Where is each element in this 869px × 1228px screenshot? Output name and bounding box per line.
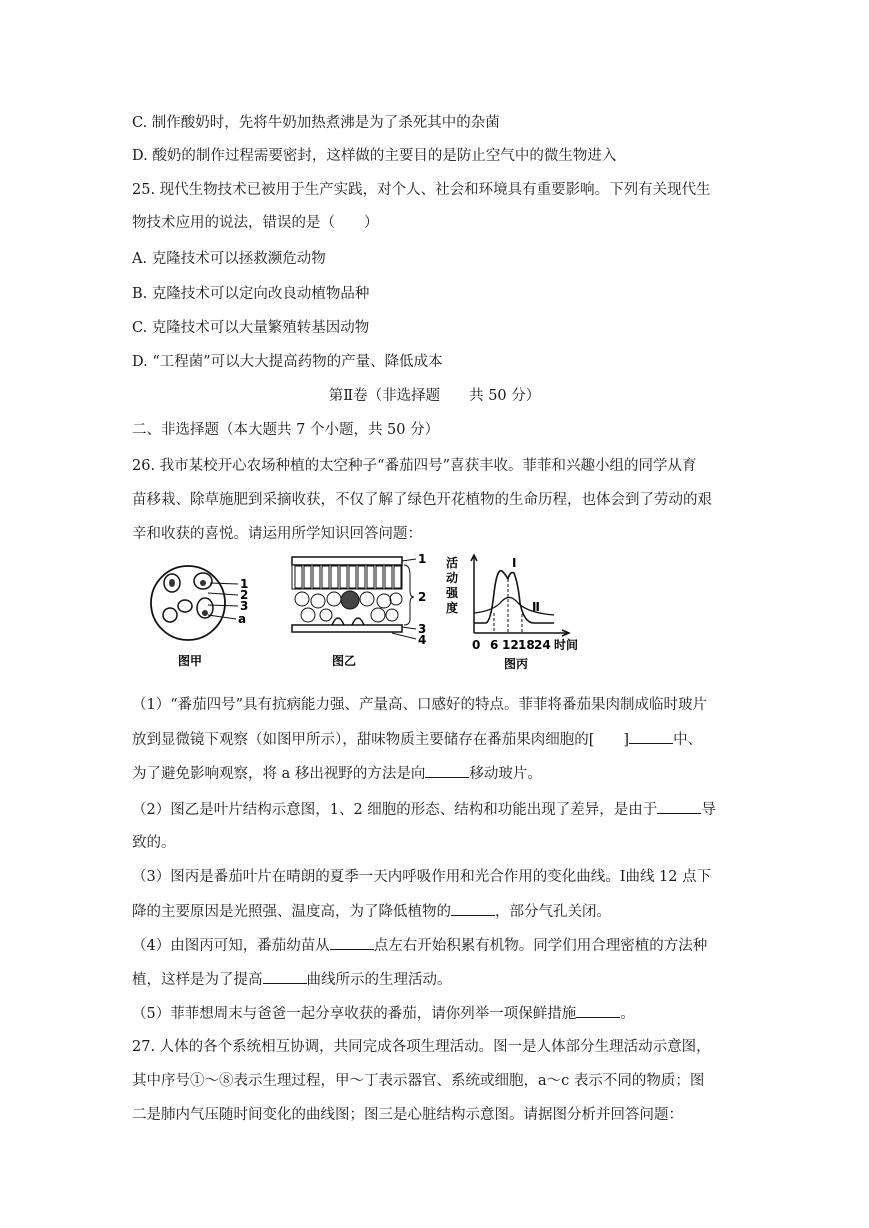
q26-p5-line1-a: （5）菲菲想周末与爸爸一起分享收获的番茄，请你列举一项保鲜措施 xyxy=(132,1006,577,1022)
q26-p4-line2 xyxy=(132,969,452,990)
answer-blank[interactable] xyxy=(425,763,469,778)
q26-intro-line2: 苗移栽、除草施肥到采摘收获，不仅了解了绿色开花植物的生命历程，也体会到了劳动的艰 xyxy=(132,492,712,508)
q26-p3-line2-a: 降的主要原因是光照强、温度高，为了降低植物的 xyxy=(132,904,451,920)
q26-p3-line2 xyxy=(132,901,611,922)
section-title: 第Ⅱ卷（非选择题 共 50 分） xyxy=(328,388,541,404)
q26-p4-line2-b: 曲线所示的生理活动。 xyxy=(306,972,452,988)
q26-p2-line1-a: （2）图乙是叶片结构示意图，1、2 细胞的形态、结构和功能出现了差异，是由于 xyxy=(132,802,658,818)
q27-line1: 27. 人体的各个系统相互协调，共同完成各项生理活动。图一是人体部分生理活动示意图， xyxy=(132,1039,711,1055)
q26-p3-line1: （3）图丙是番茄叶片在晴朗的夏季一天内呼吸作用和光合作用的变化曲线。Ⅰ曲线 12 点下 xyxy=(132,869,712,885)
q25-stem-line1: 25. 现代生物技术已被用于生产实践，对个人、社会和环境具有重要影响。下列有关现代生 xyxy=(132,182,711,198)
q26-p4-line1-a: （4）由图丙可知，番茄幼苗从 xyxy=(132,938,330,954)
yi-label-3: 3 xyxy=(418,622,427,636)
jia-label-a: a xyxy=(238,612,247,626)
q26-p1-line2 xyxy=(132,729,702,750)
answer-blank[interactable] xyxy=(330,935,374,950)
q26-p1-line2-a: 放到显微镜下观察（如图甲所示），甜味物质主要储存在番茄果肉细胞的[ ] xyxy=(132,732,630,748)
q25-option-b: B. 克隆技术可以定向改良动植物品种 xyxy=(132,286,370,302)
q26-p1-line3-a: 为了避免影响观察，将 a 移出视野的方法是向 xyxy=(132,766,426,782)
bing-tick-24: 24 xyxy=(534,638,551,652)
q26-p1-line2-b: 中、 xyxy=(673,732,703,748)
bing-tick-6: 6 xyxy=(490,638,499,652)
bing-curve-label-2: Ⅱ xyxy=(532,600,540,614)
bing-caption: 图丙 xyxy=(504,657,529,671)
yi-caption: 图乙 xyxy=(332,654,357,668)
bing-xlabel: 时间 xyxy=(554,638,579,652)
q26-p2-line1-b: 导 xyxy=(701,802,716,818)
answer-blank[interactable] xyxy=(576,1003,620,1018)
q26-p3-line2-b: ，部分气孔关闭。 xyxy=(495,904,611,920)
bing-ylabel-3: 强 xyxy=(446,586,459,600)
bing-ylabel-1: 活 xyxy=(446,556,459,570)
q26-intro-line3: 辛和收获的喜悦。请运用所学知识回答问题： xyxy=(132,526,422,542)
q26-p2-line1 xyxy=(132,799,716,820)
q26-p4-line1 xyxy=(132,935,707,956)
jia-label-1: 1 xyxy=(240,577,249,591)
yi-label-2: 2 xyxy=(418,590,427,604)
bing-tick-12: 12 xyxy=(502,638,519,652)
figure-jia xyxy=(151,566,248,668)
answer-blank[interactable] xyxy=(629,729,673,744)
q25-option-d: D. “工程菌”可以大大提高药物的产量、降低成本 xyxy=(132,354,443,370)
q26-p5-line1 xyxy=(132,1003,635,1024)
bing-tick-0: 0 xyxy=(472,638,481,652)
section-heading: 二、非选择题（本大题共 7 个小题，共 50 分） xyxy=(132,422,440,438)
q26-p4-line1-b: 点左右开始积累有机物。同学们用合理密植的方法种 xyxy=(373,938,708,954)
q26-p5-line1-b: 。 xyxy=(620,1006,635,1022)
jia-caption: 图甲 xyxy=(178,654,203,668)
q26-p4-line2-a: 植，这样是为了提高 xyxy=(132,972,263,988)
bing-curve-label-1: Ⅰ xyxy=(512,556,517,570)
yi-label-4: 4 xyxy=(418,633,427,647)
q24-option-d: D. 酸奶的制作过程需要密封，这样做的主要目的是防止空气中的微生物进入 xyxy=(132,148,617,164)
answer-blank[interactable] xyxy=(657,799,701,814)
jia-label-2: 2 xyxy=(240,588,249,602)
answer-blank[interactable] xyxy=(451,901,495,916)
q26-intro-line1: 26. 我市某校开心农场种植的太空种子“番茄四号”喜获丰收。菲菲和兴趣小组的同学从育 xyxy=(132,458,697,474)
bing-ylabel-4: 度 xyxy=(446,601,459,615)
q27-line3: 二是肺内气压随时间变化的曲线图；图三是心脏结构示意图。请据图分析并回答问题： xyxy=(132,1107,683,1123)
q25-stem-line2: 物技术应用的说法，错误的是（ ） xyxy=(132,215,379,231)
bing-tick-18: 18 xyxy=(518,638,535,652)
q24-option-c: C. 制作酸奶时，先将牛奶加热煮沸是为了杀死其中的杂菌 xyxy=(132,115,500,131)
q26-figures xyxy=(150,553,620,683)
q26-p1-line1: （1）“番茄四号”具有抗病能力强、产量高、口感好的特点。菲菲将番茄果肉制成临时玻片 xyxy=(132,697,708,713)
q26-p2-line2: 致的。 xyxy=(132,835,176,851)
figure-bing xyxy=(445,555,578,671)
answer-blank[interactable] xyxy=(263,969,307,984)
q27-line2: 其中序号①～⑧表示生理过程，甲～丁表示器官、系统或细胞，a～c 表示不同的物质；图 xyxy=(132,1073,705,1089)
q25-option-a: A. 克隆技术可以拯救濒危动物 xyxy=(132,251,326,267)
jia-label-3: 3 xyxy=(240,599,249,613)
figure-yi xyxy=(292,553,426,668)
yi-label-1: 1 xyxy=(418,553,427,566)
q26-p1-line3-b: 移动玻片。 xyxy=(469,766,542,782)
q26-p1-line3 xyxy=(132,763,542,784)
q25-option-c: C. 克隆技术可以大量繁殖转基因动物 xyxy=(132,320,370,336)
bing-ylabel-2: 动 xyxy=(446,571,459,585)
